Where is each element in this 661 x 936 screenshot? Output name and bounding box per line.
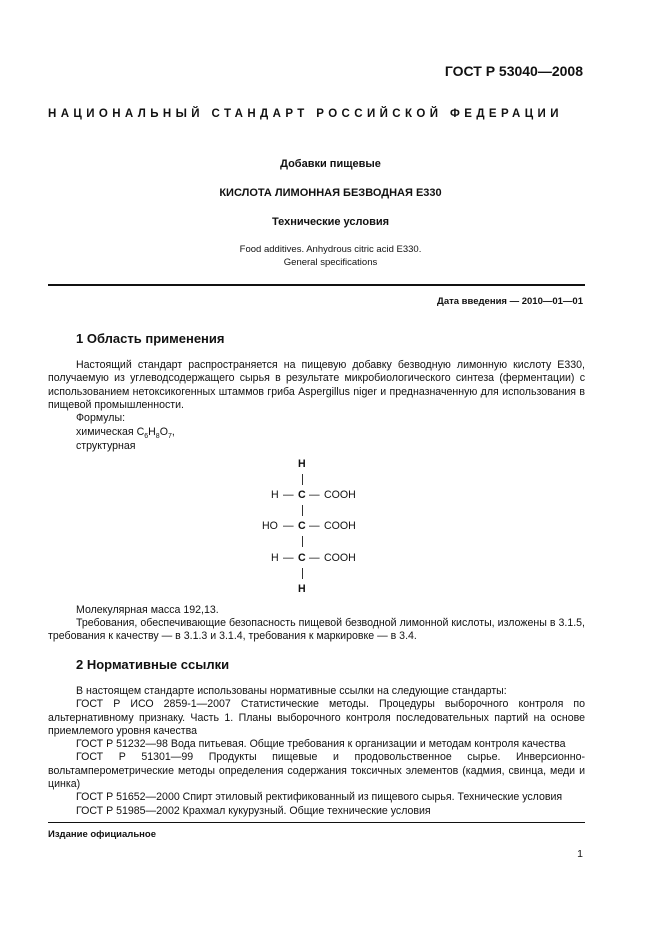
formula-row1-right: COOH (324, 489, 356, 501)
header-divider (48, 284, 585, 286)
formula-row3-c: C (298, 552, 306, 564)
formula-row3-dash-right: — (309, 552, 320, 564)
section-2-body (48, 685, 585, 818)
formula-row1-left: H (271, 489, 279, 501)
title-subtitle: Технические условия (271, 216, 390, 228)
bond-vertical-2 (302, 505, 303, 516)
formula-row2-right: COOH (324, 520, 356, 532)
formula-row1-c: C (298, 489, 306, 501)
reference-item: ГОСТ Р 51301—99 Продукты пищевые и продовольственное сырье. Инверсионно-вольтамперометрические методы определения содержания токсичных элементов (кадмия, свинца, меди и цинка) (48, 751, 585, 791)
intro-date: Дата введения — 2010—01—01 (437, 296, 583, 307)
requirements-paragraph (48, 617, 585, 644)
formula-row3-dash-left: — (283, 552, 294, 564)
bond-vertical-4 (302, 568, 303, 579)
structural-label: структурная (76, 440, 136, 452)
section-2-heading: 2 Нормативные ссылки (76, 657, 230, 672)
title-english-line2: General specifications (283, 257, 378, 268)
section-1-heading: 1 Область применения (76, 331, 225, 346)
official-edition: Издание официальное (48, 829, 156, 840)
national-standard-banner: НАЦИОНАЛЬНЫЙ СТАНДАРТ РОССИЙСКОЙ ФЕДЕРАЦИИ (48, 108, 563, 120)
title-english (0, 243, 661, 269)
footer-divider (48, 822, 585, 823)
molar-mass: Молекулярная масса 192,13. (76, 604, 219, 616)
reference-item: ГОСТ Р 51652—2000 Спирт этиловый ректификованный из пищевого сырья. Технические условия (76, 791, 563, 804)
title-english-line1: Food additives. Anhydrous citric acid E330. (239, 244, 422, 255)
formulas-label: Формулы: (76, 412, 126, 424)
title-main: КИСЛОТА ЛИМОННАЯ БЕЗВОДНАЯ Е330 (219, 187, 442, 199)
page-number: 1 (577, 848, 583, 860)
reference-item: ГОСТ Р ИСО 2859-1—2007 Статистические методы. Процедуры выборочного контроля по альтернативному признаку. Часть 1. Планы выборочного контроля последовательных партий на основе приемлемого уровня качества (48, 698, 585, 737)
title-category: Добавки пищевые (280, 158, 381, 170)
requirements-text: Требования, обеспечивающие безопасность пищевой безводной лимонной кислоты, изложены в 3.1.5, требования к качеству — в 3.1.3 и 3.1.4, требования к маркировке — в 3.4. (48, 617, 585, 643)
formula-row2-left: HO (262, 520, 278, 532)
reference-item: ГОСТ Р 51232—98 Вода питьевая. Общие требования к организации и методам контроля качества (76, 738, 566, 751)
formula-row2-dash-right: — (309, 520, 320, 532)
bond-vertical-3 (302, 536, 303, 547)
bond-vertical-1 (302, 474, 303, 485)
references-intro: В настоящем стандарте использованы нормативные ссылки на следующие стандарты: (76, 685, 507, 697)
formula-row3-left: H (271, 552, 279, 564)
formula-row2-dash-left: — (283, 520, 294, 532)
section-1-paragraph (48, 359, 585, 412)
chemical-formula: $C_6H_8O_7$, (136, 426, 175, 441)
formula-row3-right: COOH (324, 552, 356, 564)
formula-h-top: H (298, 458, 306, 470)
formula-row2-c: C (298, 520, 306, 532)
formula-row1-dash-left: — (283, 489, 294, 501)
scope-text: Настоящий стандарт распространяется на пищевую добавку безводную лимонную кислоту Е330, получаемую из углеводсодержащего сырья в результате микробиологического синтеза (ферментации) с использованием нетоксикогенных штаммов гриба Aspergillus niger и предназначенную для использования в пищевой промышленности. (48, 359, 585, 411)
reference-item: ГОСТ Р 51985—2002 Крахмал кукурузный. Общие технические условия (76, 804, 431, 817)
document-code: ГОСТ Р 53040—2008 (444, 63, 583, 79)
formula-h-bottom: H (298, 583, 306, 595)
formula-row1-dash-right: — (309, 489, 320, 501)
chemical-label: химическая (76, 426, 134, 438)
